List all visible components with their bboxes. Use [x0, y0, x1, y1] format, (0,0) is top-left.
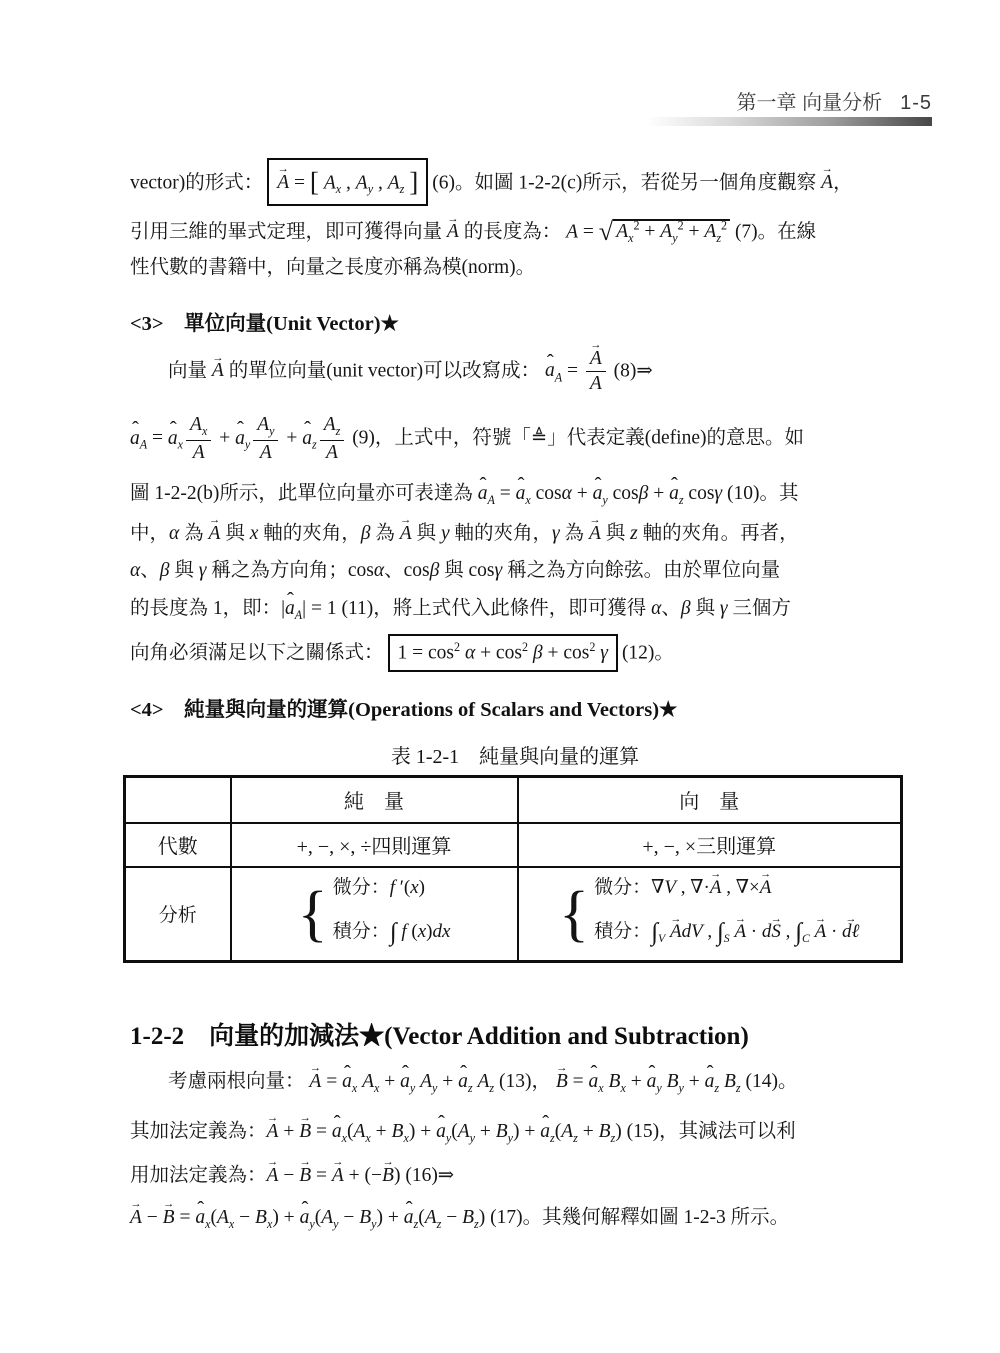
addition-line-1: 考慮兩根向量： A → = a ˆ$_x$ $A_x + a$ ˆ$_y$ $A_y + a$ ˆ$_z$ $A_z$ (13)， B → = a ˆ$_x$ $B_x + a$ ˆ$_y$ $B_y + a$ ˆ$_z$ $B_z$ (14)。 [168, 1068, 797, 1097]
unit-vector-line-6: 的長度為 1，即：|a ˆ$_A$| = 1 (11)，將上式代入此條件，即可獲得 α、β 與 γ 三個方 [130, 595, 791, 624]
intro-line-1: vector)的形式： A → = [ $A_x$ , $A_y$ , $A_z$ ] (6)。如圖 1-2-2(c)所示，若從另一個角度觀察 A →， [130, 158, 853, 206]
addition-line-4: A → − B → = a $ˆ_x(A_x - B_x) + a$ $ˆ_y(A_y - B_y) + a$ $ˆ_z(A_z - B_z)$ (17)。其幾何解釋如圖 1-2-3 所示。 [130, 1204, 789, 1233]
table-cell-analysis-vector: { 微分：∇V , ∇·A → , ∇×A → 積分：$\int_V$ A →dV , $\int_S$ A → · dS → , $\int_C$ A → · dℓ → [518, 867, 902, 962]
operations-table [123, 775, 903, 963]
addition-line-3: 用加法定義為：A → − B → = A → + (−B →) (16)⇒ [130, 1162, 454, 1189]
unit-vector-line-2: a ˆ$_A$ = a ˆ$_x$ $\frac{A_x}{A}$ + a ˆ$_y$ $\frac{A_y}{A}$ + a ˆ$_z$ $\frac{A_z}{A}$ (9)，上式中，符號「≜」代表定義(define)的意思。如 [130, 414, 804, 464]
unit-vector-line-5: α、β 與 γ 稱之為方向角；cosα、cosβ 與 cosγ 稱之為方向餘弦。由於單位向量 [130, 560, 781, 581]
page-header [737, 86, 932, 115]
header-gradient-rule [646, 117, 932, 126]
section-122-heading: 1-2-2 向量的加減法★(Vector Addition and Subtraction) [130, 1023, 749, 1050]
intro-line-3: 性代數的書籍中，向量之長度亦稱為模(norm)。 [130, 257, 536, 278]
table-row-label-analysis: 分析 [125, 867, 231, 962]
table-cell-algebra-vector: +, −, ×三則運算 [518, 823, 902, 867]
addition-line-2: 其加法定義為：A → + B → = a $ˆ_x(A_x + B_x) + a$ $ˆ_y(A_y + B_y) + a$ $ˆ_z(A_z + B_z)$ (15)，其減法可以利 [130, 1118, 796, 1147]
table-corner-cell [125, 777, 231, 823]
unit-vector-line-1: 向量 A → 的單位向量(unit vector)可以改寫成： a ˆ$_A$ = $\frac{A \to}{A}$ (8)⇒ [168, 348, 653, 396]
chapter-title: 第一章 向量分析 [736, 92, 883, 114]
table-caption: 表 1-2-1 純量與向量的運算 [390, 746, 640, 768]
section-3-heading: <3> 單位向量(Unit Vector)★ [130, 313, 399, 335]
table-header-scalar: 純 量 [231, 777, 518, 823]
unit-vector-line-7: 向角必須滿足以下之關係式： $1 = \cos^2 \alpha + \cos^2 \beta + \cos^2 \gamma$ (12)。 [130, 634, 674, 672]
table-cell-algebra-scalar: +, −, ×, ÷四則運算 [231, 823, 518, 867]
section-4-heading: <4> 純量與向量的運算(Operations of Scalars and Vectors)★ [130, 699, 678, 721]
table-row-label-algebra: 代數 [125, 823, 231, 867]
unit-vector-line-4: 中，α 為 A → 與 x 軸的夾角，β 為 A → 與 y 軸的夾角，γ 為 A → 與 z 軸的夾角。再者， [130, 520, 799, 547]
page-number: 1-5 [900, 92, 932, 114]
table-header-vector: 向 量 [518, 777, 902, 823]
unit-vector-line-3: 圖 1-2-2(b)所示，此單位向量亦可表達為 a ˆ$_A$ = a ˆ$_x$ cosα + a ˆ$_y$ cosβ + a ˆ$_z$ cosγ (10)。其 [130, 480, 798, 509]
intro-line-2: 引用三維的畢式定理，即可獲得向量 A → 的長度為： A = √ $A_x^2 + A_y^2 + A_z^2$ (7)。在線 [130, 214, 816, 251]
table-cell-analysis-scalar: { 微分：f ′(x) 積分：∫ f (x)dx [231, 867, 518, 962]
